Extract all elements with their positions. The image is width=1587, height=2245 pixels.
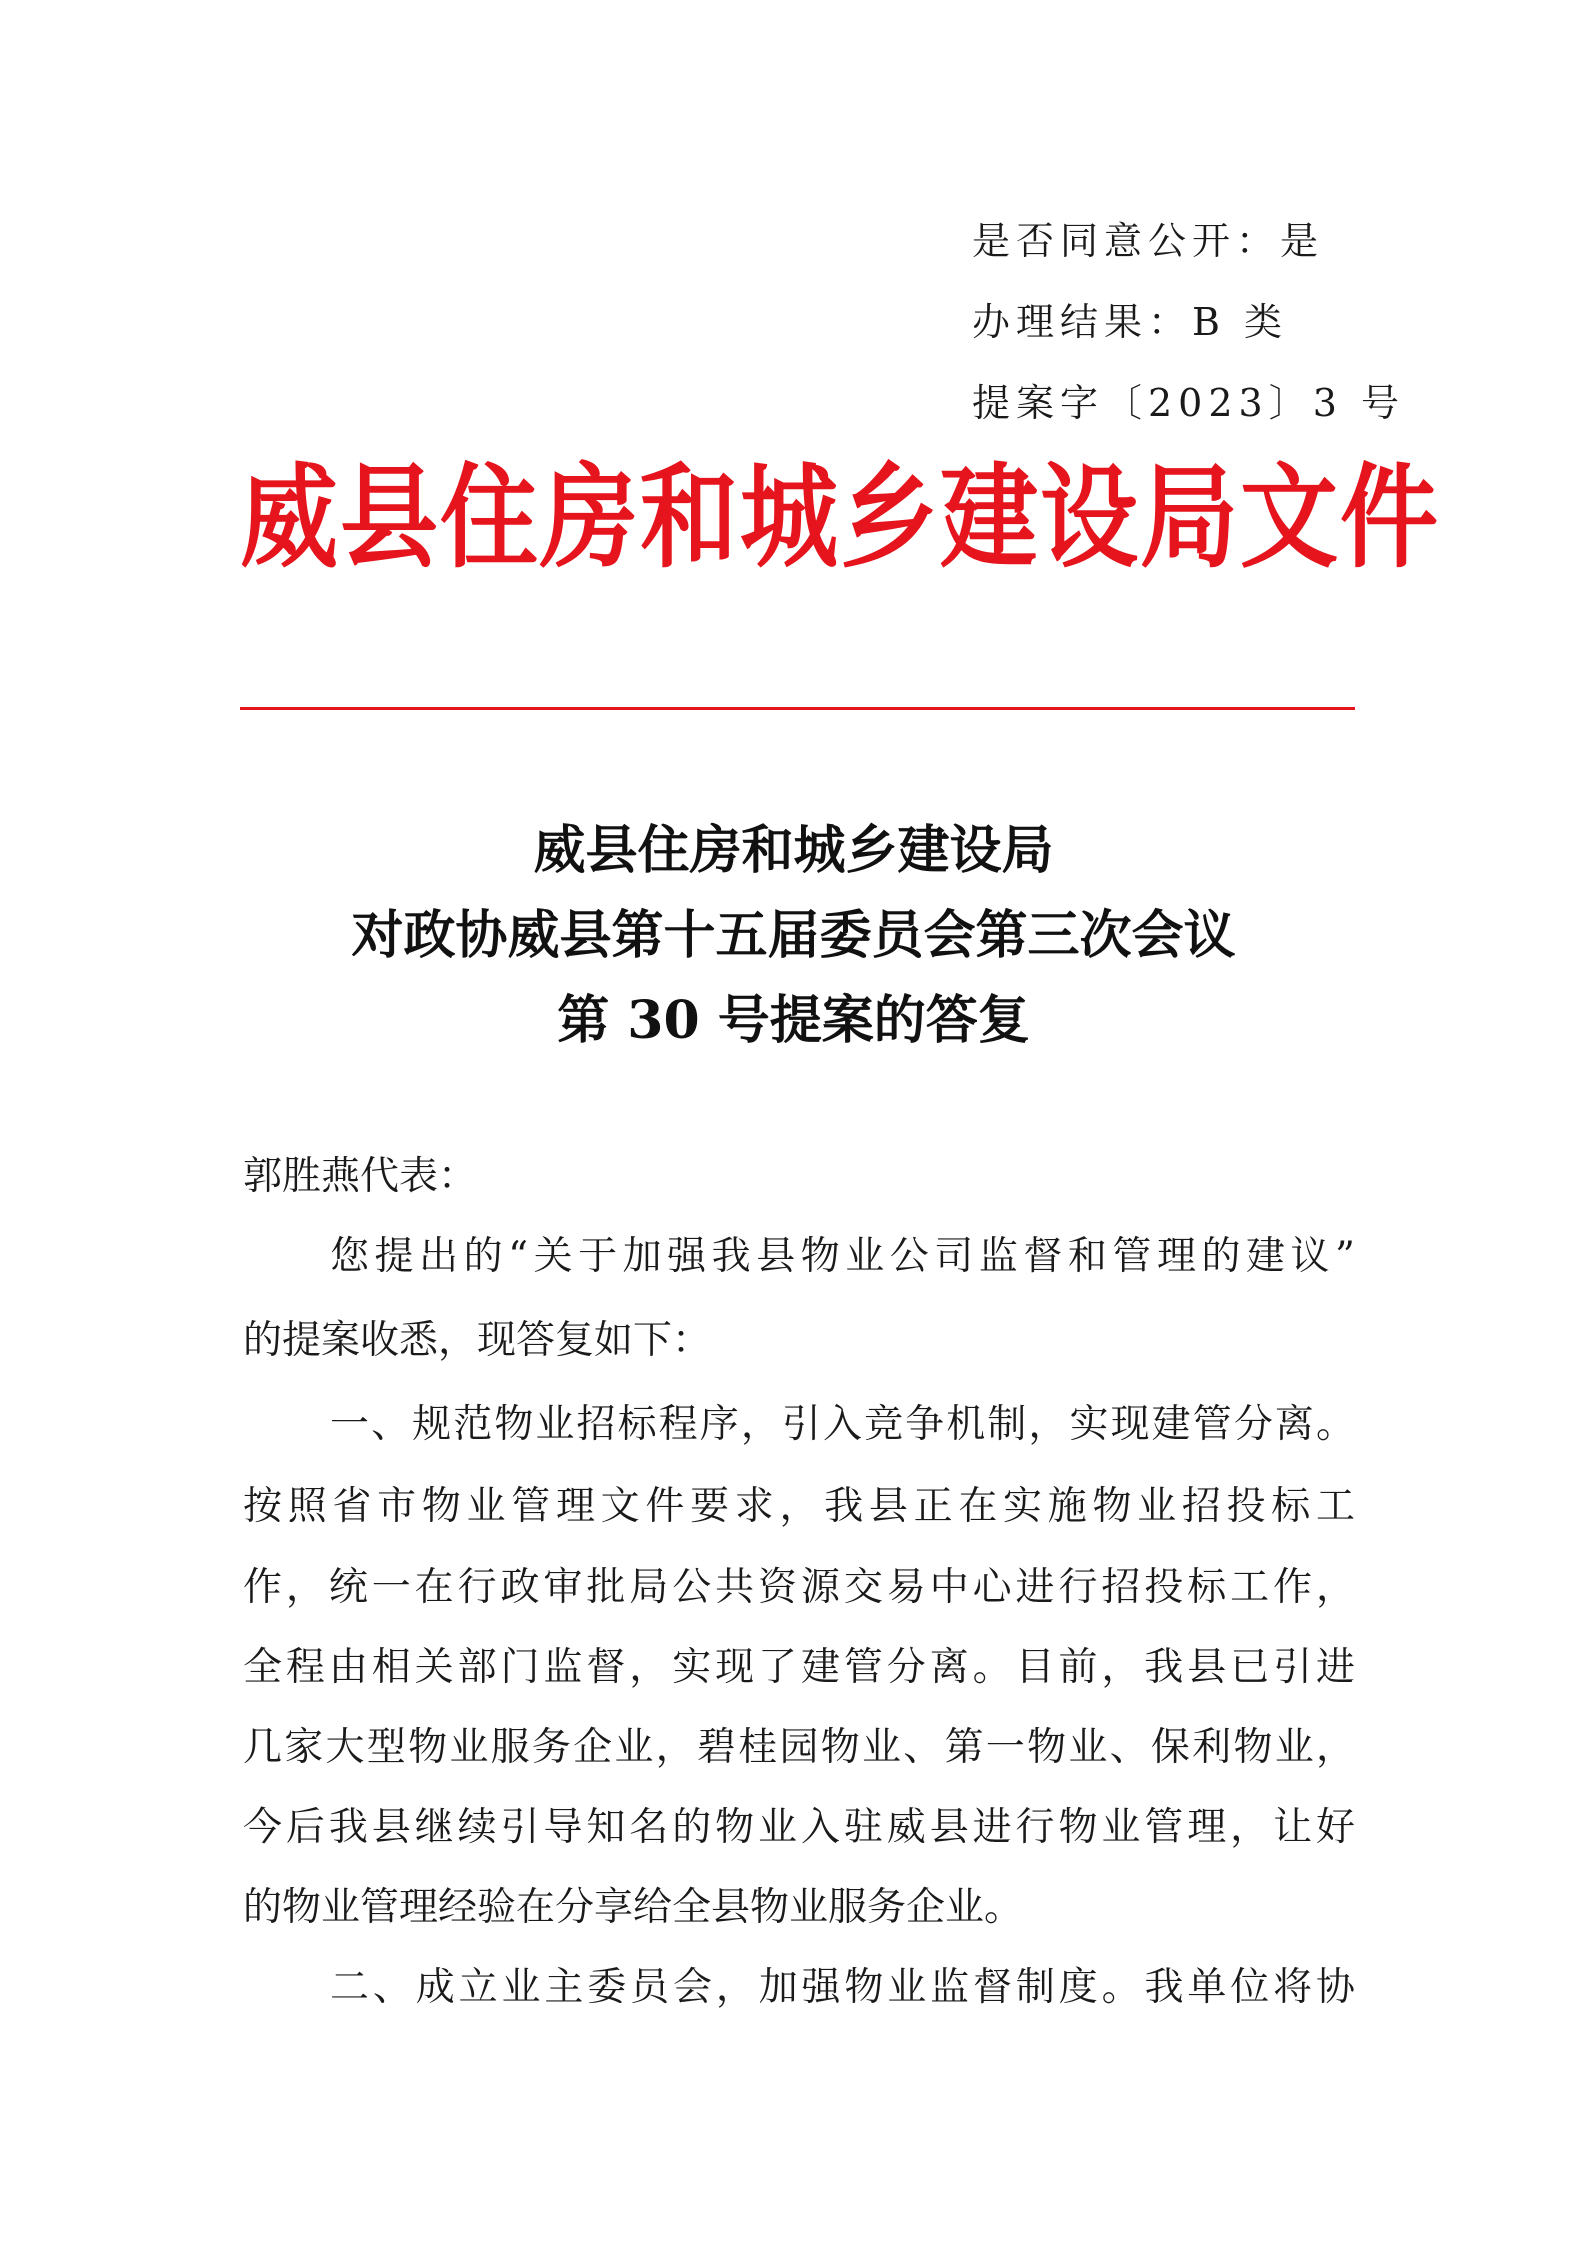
body-line: 全程由相关部门监督，实现了建管分离。目前，我县已引进 <box>243 1645 1355 1690</box>
body-line: 按照省市物业管理文件要求，我县正在实施物业招投标工 <box>243 1484 1355 1529</box>
body-line: 一、规范物业招标程序，引入竞争机制，实现建管分离。 <box>330 1402 1355 1447</box>
doc-title-line-1: 威县住房和城乡建设局 <box>533 820 1054 881</box>
salutation: 郭胜燕代表： <box>243 1154 478 1199</box>
body-line: 的物业管理经验在分享给全县物业服务企业。 <box>243 1885 1024 1930</box>
result-label: 办理结果：B 类 <box>972 300 1289 344</box>
body-line: 二、成立业主委员会，加强物业监督制度。我单位将协 <box>330 1965 1355 2010</box>
proposal-number: 提案字〔2023〕3 号 <box>972 381 1405 425</box>
document-header-title: 威县住房和城乡建设局文件 <box>240 452 1441 584</box>
body-line: 今后我县继续引导知名的物业入驻威县进行物业管理，让好 <box>243 1805 1355 1850</box>
body-line: 的提案收悉，现答复如下： <box>243 1318 712 1363</box>
body-line: 几家大型物业服务企业，碧桂园物业、第一物业、保利物业， <box>243 1725 1355 1770</box>
body-line: 作，统一在行政审批局公共资源交易中心进行招投标工作， <box>243 1565 1355 1610</box>
doc-title-line-2: 对政协威县第十五届委员会第三次会议 <box>351 905 1236 966</box>
disclosure-label: 是否同意公开：是 <box>972 219 1325 263</box>
red-divider <box>240 707 1355 710</box>
body-line: 您提出的“关于加强我县物业公司监督和管理的建议” <box>330 1234 1355 1279</box>
doc-title-line-3: 第 30 号提案的答复 <box>557 990 1030 1051</box>
